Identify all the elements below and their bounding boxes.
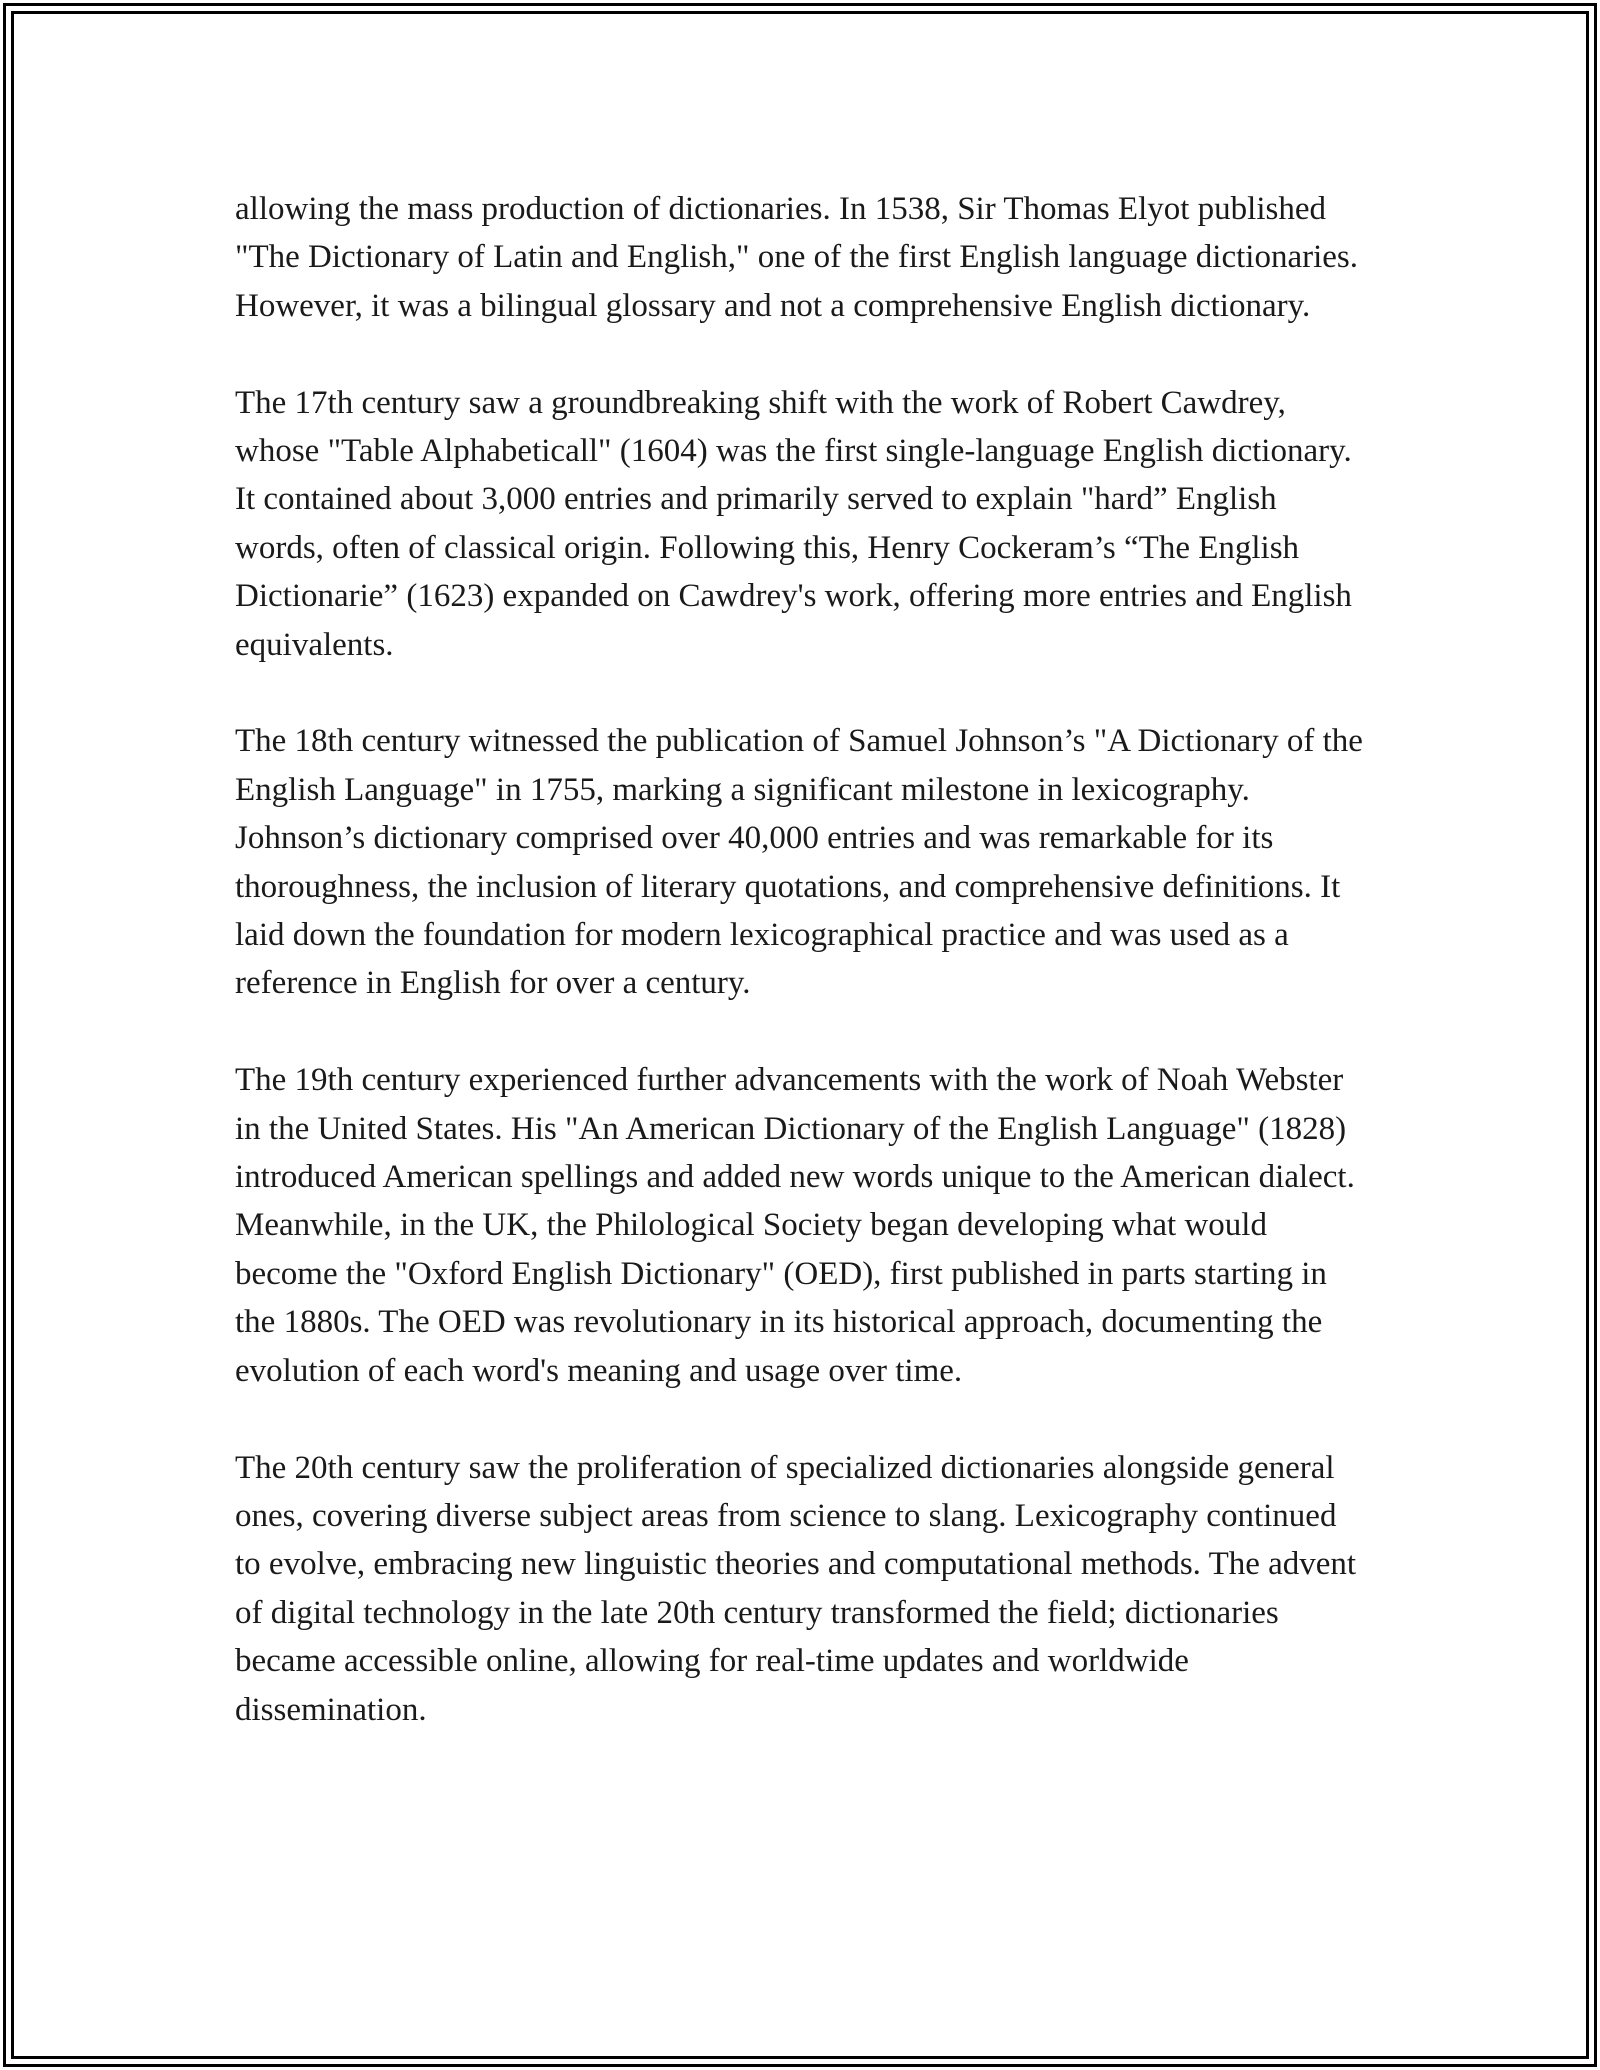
paragraph-20th-century: The 20th century saw the proliferation of specialized dictionaries alongside general ones, covering diverse subject areas from science to slang. Lexicography continued to evolve, embracing new linguistic theories and computational methods. The advent of digital technology in the late 20th century transformed the field; dictionaries became accessible online, allowing for real-time updates and worldwide dissemination.	[235, 1449, 1357, 1728]
paragraph-17th-century: The 17th century saw a groundbreaking shift with the work of Robert Cawdrey, whose "Table Alphabeticall" (1604) was the first single-language English dictionary. It contained about 3,000 entries and primarily served to explain "hard” English words, often of classical origin. Following this, Henry Cockeram’s “The English Dictionarie” (1623) expanded on Cawdrey's work, offering more entries and English equivalents.	[235, 384, 1352, 663]
paragraph-19th-century: The 19th century experienced further advancements with the work of Noah Webster in the United States. His "An American Dictionary of the English Language" (1828) introduced American spellings and added new words unique to the American dialect. Meanwhile, in the UK, the Philological Society began developing what would become the "Oxford English Dictionary" (OED), first published in parts starting in the 1880s. The OED was revolutionary in its historical approach, documenting the evolution of each word's meaning and usage over time.	[235, 1062, 1355, 1389]
paragraph-elyot: allowing the mass production of dictionaries. In 1538, Sir Thomas Elyot published "The Dictionary of Latin and English," one of the first English language dictionaries. However, it was a bilingual glossary and not a comprehensive English dictionary.	[235, 191, 1358, 324]
paragraph-18th-century: The 18th century witnessed the publication of Samuel Johnson’s "A Dictionary of the English Language" in 1755, marking a significant milestone in lexicography. Johnson’s dictionary comprised over 40,000 entries and was remarkable for its thoroughness, the inclusion of literary quotations, and comprehensive definitions. It laid down the foundation for modern lexicographical practice and was used as a reference in English for over a century.	[235, 723, 1363, 1002]
document-body	[235, 185, 1365, 1734]
